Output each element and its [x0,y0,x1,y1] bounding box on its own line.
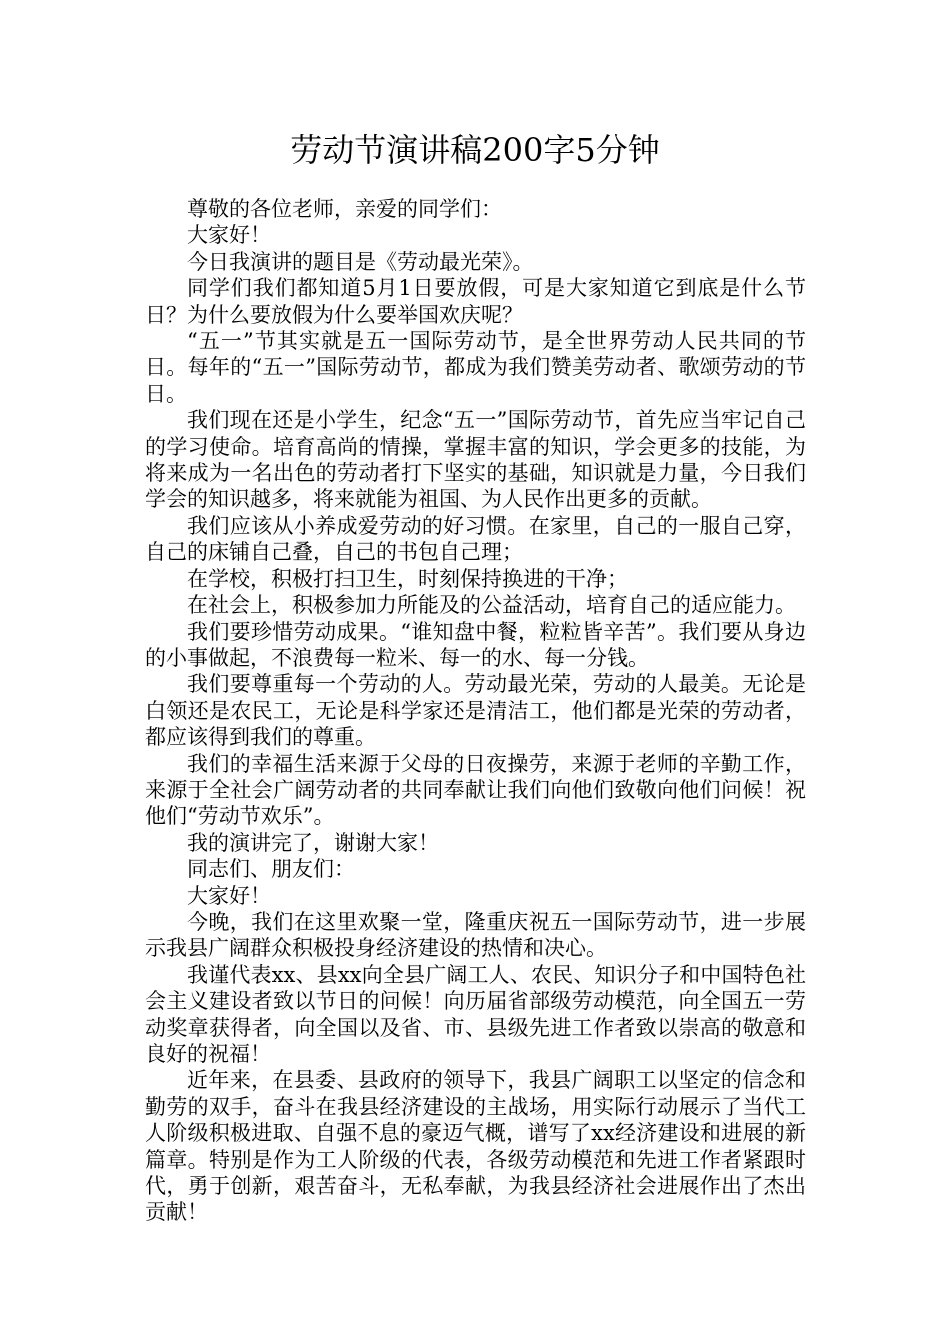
paragraph: 尊敬的各位老师，亲爱的同学们： [187,197,502,221]
paragraph: “五一”节其实就是五一国际劳动节，是全世界劳动人民共同的节日。每年的“五一”国际劳动节，都成为我们赞美劳动者、歌颂劳动的节日。 [145,329,806,406]
paragraph: 大家好！ [187,223,271,248]
paragraph: 近年来，在县委、县政府的领导下，我县广阔职工以坚定的信念和勤劳的双手，奋斗在我县经济建设的主战场，用实际行动展示了当代工人阶级积极进取、自强不息的豪迈气概，谱写了xx经济建设和进展的新篇章。特别是作为工人阶级的代表，各级劳动模范和先进工作者紧跟时代，勇于创新，艰苦奋斗，无私奉献，为我县经济社会进展作出了杰出贡献！ [145,1068,806,1225]
paragraph: 我们要尊重每一个劳动的人。劳动最光荣，劳动的人最美。无论是白领还是农民工，无论是科学家还是清洁工，他们都是光荣的劳动者，都应该得到我们的尊重。 [145,672,806,750]
paragraph: 我们现在还是小学生，纪念“五一”国际劳动节，首先应当牢记自己的学习使命。培育高尚的情操，掌握丰富的知识，学会更多的技能，为将来成为一名出色的劳动者打下坚实的基础，知识就是力量，今日我们学会的知识越多，将来就能为祖国、为人民作出更多的贡献。 [145,408,806,512]
paragraph: 同志们、朋友们： [187,857,355,882]
paragraph: 我谨代表xx、县xx向全县广阔工人、农民、知识分子和中国特色社会主义建设者致以节日的问候！向历届省部级劳动模范，向全国五一劳动奖章获得者，向全国以及省、市、县级先进工作者致以崇高的敬意和良好的祝福！ [145,962,806,1066]
paragraph: 今晚，我们在这里欢聚一堂，隆重庆祝五一国际劳动节，进一步展示我县广阔群众积极投身经济建设的热情和决心。 [145,909,806,961]
paragraph: 今日我演讲的题目是《劳动最光荣》。 [187,249,534,274]
document-title: 劳动节演讲稿200字5分钟 [290,131,660,169]
paragraph: 我的演讲完了，谢谢大家！ [187,830,439,855]
paragraph: 在社会上，积极参加力所能及的公益活动，培育自己的适应能力。 [187,593,796,618]
paragraph: 我们的幸福生活来源于父母的日夜操劳，来源于老师的辛勤工作，来源于全社会广阔劳动者的共同奉献让我们向他们致敬向他们问候！祝他们“劳动节欢乐”。 [145,751,806,829]
paragraph: 在学校，积极打扫卫生，时刻保持换进的干净； [187,566,628,591]
document-body [145,196,806,1226]
paragraph: 我们应该从小养成爱劳动的好习惯。在家里，自己的一服自己穿，自己的床铺自己叠，自己的书包自己理； [145,513,806,565]
paragraph: 大家好！ [187,883,271,908]
paragraph: 我们要珍惜劳动成果。“谁知盘中餐，粒粒皆辛苦”。我们要从身边的小事做起，不浪费每一粒米、每一的水、每一分钱。 [145,619,806,670]
paragraph: 同学们我们都知道5月1日要放假，可是大家知道它到底是什么节日？为什么要放假为什么要举国欢庆呢？ [145,276,806,327]
